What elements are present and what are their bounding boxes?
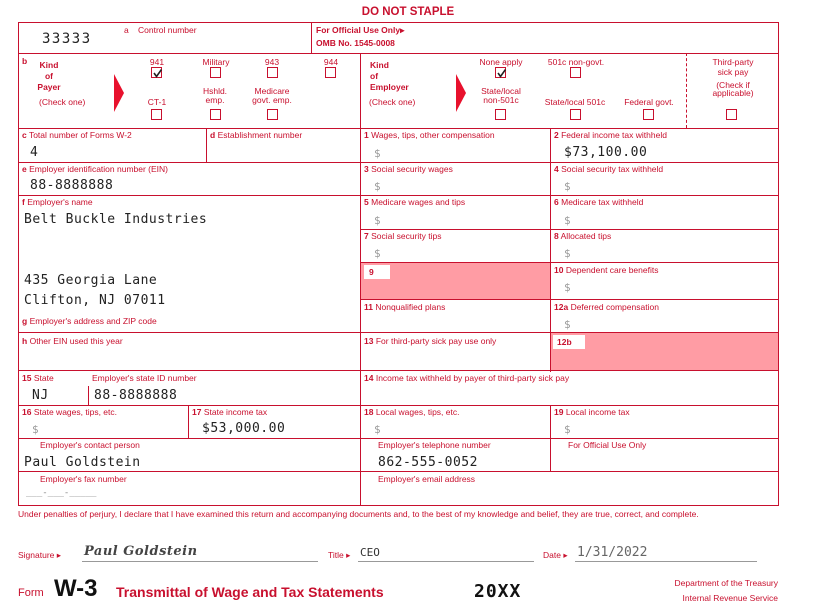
hshld-text: Hshld.: [202, 86, 228, 96]
checkbox-943[interactable]: [267, 67, 278, 78]
box-f-label: [22, 197, 93, 207]
box-number: 17: [192, 407, 202, 417]
box-text: Income tax withheld by payer of third-party sick pay: [375, 373, 570, 383]
box-15-label: [22, 373, 54, 383]
payer-check-one: (Check one): [39, 97, 86, 107]
box-text: Total number of Forms W-2: [28, 130, 132, 140]
box-number: 7: [364, 231, 369, 241]
sick-pay-text: sick pay: [717, 67, 749, 77]
emp-text: emp.: [205, 95, 225, 105]
box-text: Wages, tips, other compensation: [371, 130, 495, 140]
border-top: [18, 22, 778, 23]
box-h-label: [22, 336, 123, 346]
kind-text: Kind: [39, 60, 59, 70]
checkbox-944[interactable]: [325, 67, 336, 78]
opt-military-label: Military: [202, 57, 230, 67]
third-party-text: Third-party: [712, 57, 754, 67]
box-text: Local wages, tips, etc.: [375, 407, 460, 417]
box-text: Employer's name: [27, 197, 93, 207]
box-12a-label: [554, 302, 659, 312]
box-number: 18: [364, 407, 374, 417]
employer-address-line1[interactable]: 435 Georgia Lane: [24, 273, 158, 288]
opt-941-label: 941: [149, 57, 165, 67]
line: [18, 162, 778, 163]
box-19-label: [554, 407, 630, 417]
box-1-label: [364, 130, 495, 140]
box-number: 8: [554, 231, 559, 241]
fax-number[interactable]: ___-___-_____: [26, 488, 97, 498]
control-number[interactable]: 33333: [42, 31, 92, 47]
box-number: 5: [364, 197, 369, 207]
official-use-label-2: For Official Use Only: [568, 440, 647, 450]
box-number: 3: [364, 164, 369, 174]
line: [18, 471, 778, 472]
box-b-letter: b: [22, 56, 28, 66]
box-6-label: [554, 197, 643, 207]
box-3-label: [364, 164, 453, 174]
total-forms-w2[interactable]: 4: [30, 145, 39, 160]
line: [360, 229, 778, 230]
non501c-text: non-501c: [483, 95, 519, 105]
signature-text: Signature: [18, 550, 55, 560]
box-18-label: [364, 407, 459, 417]
box-number: 12a: [554, 302, 569, 312]
checkbox-military[interactable]: [210, 67, 221, 78]
box-number: 1: [364, 130, 369, 140]
box-4-label: [554, 164, 663, 174]
applicable-text: applicable): [712, 88, 754, 98]
line: [188, 405, 189, 438]
state-divider: [88, 386, 89, 405]
state-id-number[interactable]: 88-8888888: [94, 388, 178, 403]
state-local-text: State/local: [481, 86, 521, 96]
kind-of-payer-label: [34, 60, 64, 93]
line: [18, 438, 778, 439]
govt-emp-text: govt. emp.: [252, 95, 292, 105]
irs-label: Internal Revenue Service: [682, 593, 778, 603]
box-7-label: [364, 231, 442, 241]
checkbox-third-party[interactable]: [726, 109, 737, 120]
opt-state-local-label: [472, 87, 530, 105]
line: [550, 405, 551, 472]
border-bottom: [18, 505, 778, 506]
line: [686, 53, 688, 128]
box-text: Employer's address and ZIP code: [29, 316, 157, 326]
box-18-value[interactable]: $: [374, 423, 381, 436]
line: [311, 22, 312, 53]
box-text: Establishment number: [217, 130, 303, 140]
line: [18, 128, 778, 129]
box-a-label: Control number: [138, 25, 197, 35]
box-number: 19: [554, 407, 564, 417]
checkbox-state-local[interactable]: [495, 109, 506, 120]
opt-state-501c-label: State/local 501c: [544, 97, 606, 107]
box-8-label: [554, 231, 611, 241]
of-text: of: [370, 71, 379, 81]
opt-none-apply-label: None apply: [479, 57, 523, 67]
title-label: [328, 550, 350, 560]
box-number: 13: [364, 336, 374, 346]
do-not-staple: DO NOT STAPLE: [361, 6, 455, 18]
box-number: 10: [554, 265, 564, 275]
line: [18, 370, 778, 371]
box-12b-label: 12b: [557, 337, 572, 347]
checkbox-ct1[interactable]: [151, 109, 162, 120]
checkbox-hshld[interactable]: [210, 109, 221, 120]
box-text: For third-party sick pay use only: [375, 336, 497, 346]
opt-944-label: 944: [323, 57, 339, 67]
box-4-value[interactable]: $: [564, 180, 571, 193]
employer-address-line2[interactable]: Clifton, NJ 07011: [24, 293, 166, 308]
omb-number: OMB No. 1545-0008: [316, 38, 395, 48]
checkbox-medicare[interactable]: [267, 109, 278, 120]
date-text: Date: [543, 550, 561, 560]
box-text: Employer identification number (EIN): [29, 164, 168, 174]
tax-year: 20XX: [474, 581, 522, 602]
checkmark-icon: [496, 68, 507, 79]
box-number: 4: [554, 164, 559, 174]
box-text: State wages, tips, etc.: [33, 407, 117, 417]
box-number: 15: [22, 373, 32, 383]
box-13-label: [364, 336, 496, 346]
form-title: Transmittal of Wage and Tax Statements: [116, 584, 384, 600]
box-text: Medicare tax withheld: [561, 197, 644, 207]
box-10-value[interactable]: $: [564, 281, 571, 294]
box-2-label: [554, 130, 667, 140]
checkmark-icon: [152, 68, 163, 79]
form-word: Form: [18, 587, 44, 599]
checkbox-state-501c[interactable]: [570, 109, 581, 120]
form-number: W-3: [54, 575, 98, 602]
title-line: [358, 561, 534, 562]
employer-phone[interactable]: 862-555-0052: [378, 455, 478, 470]
official-use-label: [316, 25, 404, 35]
title-text: Title: [328, 550, 344, 560]
kind-text: Kind: [370, 60, 389, 70]
state-code[interactable]: NJ: [32, 388, 49, 403]
box-17-label: [192, 407, 267, 417]
phone-label: Employer's telephone number: [378, 440, 491, 450]
email-label: Employer's email address: [378, 474, 476, 484]
employer-check-one: (Check one): [369, 97, 416, 107]
third-party-label: [690, 57, 776, 98]
box-19-value[interactable]: $: [564, 423, 571, 436]
arrow-icon: ▸: [563, 550, 568, 560]
box-1-value[interactable]: $: [374, 147, 381, 160]
payer-arrow-icon: [114, 74, 124, 112]
box-c-label: [22, 130, 132, 140]
box-number: 2: [554, 130, 559, 140]
box-e-label: [22, 164, 168, 174]
box-letter: h: [22, 336, 28, 346]
box-letter: f: [22, 197, 25, 207]
opt-501c-label: 501c non-govt.: [547, 57, 605, 67]
box-number: 14: [364, 373, 374, 383]
federal-tax-withheld[interactable]: $73,100.00: [564, 145, 648, 160]
box-14-label: [364, 373, 569, 383]
box-text: Local income tax: [565, 407, 630, 417]
official-use-text: For Official Use Only: [316, 25, 401, 35]
box-9-label: 9: [369, 267, 374, 277]
box-5-value[interactable]: $: [374, 214, 381, 227]
line: [18, 53, 778, 54]
employer-ein[interactable]: 88-8888888: [30, 178, 114, 193]
line: [360, 299, 778, 300]
box-text: Social security tax withheld: [561, 164, 664, 174]
box-11-label: [364, 302, 445, 312]
contact-person[interactable]: Paul Goldstein: [24, 455, 141, 470]
title-value[interactable]: CEO: [360, 546, 380, 559]
signature-label: [18, 550, 61, 560]
box-text: Dependent care benefits: [565, 265, 659, 275]
box-3-value[interactable]: $: [374, 180, 381, 193]
box-a-letter: a: [124, 25, 129, 35]
box-text: State income tax: [203, 407, 268, 417]
perjury-statement: Under penalties of perjury, I declare that I have examined this return and accompanying documents and, to the best of my knowledge and belief, they are true, correct, and complete.: [18, 509, 699, 519]
box-d-label: [210, 130, 302, 140]
arrow-icon: ▸: [400, 25, 405, 35]
border-right: [778, 22, 779, 506]
box-10-label: [554, 265, 658, 275]
checkbox-941[interactable]: [151, 67, 162, 78]
box-15-state-id-label: Employer's state ID number: [92, 373, 197, 383]
employer-name[interactable]: Belt Buckle Industries: [24, 212, 208, 227]
box-text: Social security tips: [371, 231, 442, 241]
line: [18, 405, 778, 406]
date-line: [575, 561, 757, 562]
box-number: 6: [554, 197, 559, 207]
date-label: [543, 550, 568, 560]
box-9-tab: [364, 265, 390, 279]
box-12a-value[interactable]: $: [564, 318, 571, 331]
date-value[interactable]: 1/31/2022: [577, 545, 648, 560]
box-5-label: [364, 197, 465, 207]
box-number: 11: [364, 302, 373, 312]
kind-of-employer-label: [370, 60, 409, 93]
box-letter: e: [22, 164, 27, 174]
box-16-value[interactable]: $: [32, 423, 39, 436]
box-12b-shaded: [551, 333, 778, 370]
box-16-label: [22, 407, 117, 417]
treasury-dept: Department of the Treasury: [674, 578, 778, 588]
line: [206, 128, 207, 162]
box-number: 16: [22, 407, 32, 417]
medicare-text: Medicare: [254, 86, 290, 96]
of-text: of: [44, 71, 54, 81]
box-text: State: [33, 373, 54, 383]
signature-line: [82, 561, 318, 562]
checkbox-501c[interactable]: [570, 67, 581, 78]
signature-value[interactable]: Paul Goldstein: [84, 544, 198, 559]
check-if-text: (Check if: [716, 80, 750, 90]
box-text: Social security wages: [371, 164, 453, 174]
box-text: Allocated tips: [560, 231, 612, 241]
box-text: Deferred compensation: [570, 302, 659, 312]
box-text: Medicare wages and tips: [371, 197, 466, 207]
arrow-icon: ▸: [346, 550, 351, 560]
box-text: Other EIN used this year: [29, 336, 123, 346]
opt-943-label: 943: [264, 57, 280, 67]
box-g-label: [22, 316, 157, 326]
box-letter: g: [22, 316, 28, 326]
fax-label: Employer's fax number: [40, 474, 127, 484]
box-text: Federal income tax withheld: [561, 130, 667, 140]
employer-arrow-icon: [456, 74, 466, 112]
opt-medicare-label: [244, 87, 300, 105]
state-income-tax[interactable]: $53,000.00: [202, 421, 286, 436]
opt-hshld-label: [195, 87, 235, 105]
box-6-value[interactable]: $: [564, 214, 571, 227]
contact-person-label: Employer's contact person: [40, 440, 140, 450]
checkbox-federal[interactable]: [643, 109, 654, 120]
opt-ct1-label: CT-1: [147, 97, 167, 107]
line: [18, 195, 778, 196]
box-letter: d: [210, 130, 216, 140]
box-7-value[interactable]: $: [374, 247, 381, 260]
border-left: [18, 22, 19, 506]
box-letter: c: [22, 130, 27, 140]
box-text: Nonqualified plans: [375, 302, 446, 312]
employer-text: Employer: [370, 82, 409, 92]
arrow-icon: ▸: [56, 550, 62, 560]
payer-text: Payer: [37, 82, 61, 92]
opt-federal-label: Federal govt.: [624, 97, 674, 107]
checkbox-none-apply[interactable]: [495, 67, 506, 78]
box-8-value[interactable]: $: [564, 247, 571, 260]
